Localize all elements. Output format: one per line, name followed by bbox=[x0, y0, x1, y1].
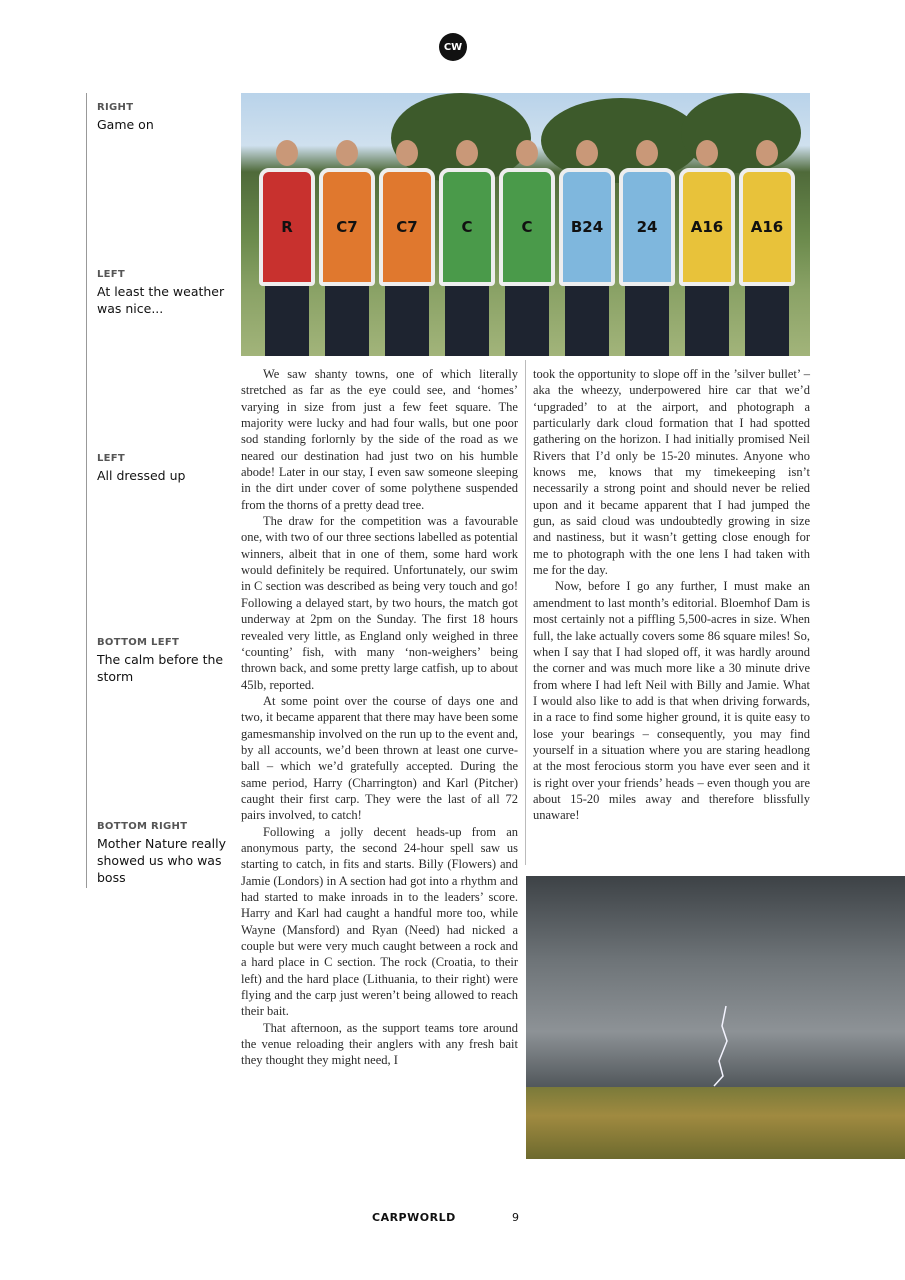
team-member bbox=[499, 140, 555, 356]
team-member bbox=[439, 140, 495, 356]
page-number: 9 bbox=[512, 1211, 519, 1224]
storm-photo bbox=[526, 876, 905, 1159]
team-member bbox=[679, 140, 735, 356]
paragraph: At some point over the course of days one and two, it became apparent that there may have been some gamesmanship involved on the run up to the event and, by all accounts, we’d been thrown at least one curve-ball – which we’d gratefully accepted. During the same period, Harry (Charrington) and Karl (Pitcher) caught their first carp. They were the last of all 72 pairs involved, to catch! bbox=[241, 693, 518, 823]
paragraph: That afternoon, as the support teams tore around the venue reloading their anglers with any fresh bait they thought they might need, I bbox=[241, 1020, 518, 1068]
article-column-left bbox=[241, 366, 518, 1069]
team-member bbox=[619, 140, 675, 356]
vest-label: 24 bbox=[619, 168, 675, 286]
caption-text: All dressed up bbox=[97, 468, 186, 483]
caption-key: LEFT bbox=[97, 453, 126, 464]
caption-key: BOTTOM LEFT bbox=[97, 637, 180, 648]
column-divider bbox=[525, 360, 526, 865]
vest-label: C7 bbox=[379, 168, 435, 286]
caption-left-weather bbox=[97, 269, 232, 317]
paragraph: Following a jolly decent heads-up from an anonymous party, the second 24-hour spell saw us starting to catch, in fits and starts. Billy (Flowers) and Jamie (Londors) in A section had got into a rhythm and had started to make inroads in to the leaders’ score. Harry and Karl had caught a handful more too, while Wayne (Mansford) and Ryan (Need) had nicked a couple but were very much caught between a rock and a hard place in C section. The rock (Croatia, to their left) and the hard place (Lithuania, to their right) were flying and the carp just weren’t being allowed to reach their bait. bbox=[241, 824, 518, 1019]
paragraph: Now, before I go any further, I must make an amendment to last month’s editorial. Bloemhof Dam is most certainly not a piffling 5,500-acres in size. When full, the lake actually covers some 86 square miles! So, when I say that I had sloped off, it was hardly around the corner and was much more like a 30 minute drive from where I had left Neil with Billy and Jamie. What I would also like to add is that when driving forwards, in a race to find some higher ground, it is quite easy to lose your bearings – consequently, you may find yourself in a situation where you are staring headlong at the most ferocious storm you have ever seen and it is right over your friends’ heads – even though you are about 15-20 miles away and therefore blissfully unaware! bbox=[533, 579, 810, 823]
caption-text: At least the weather was nice... bbox=[97, 284, 225, 316]
caption-key: RIGHT bbox=[97, 102, 134, 113]
team-photo bbox=[241, 93, 810, 356]
vest-label: B24 bbox=[559, 168, 615, 286]
paragraph: We saw shanty towns, one of which literally stretched as far as the eye could see, and ‘homes’ varying in size from just a few feet square. The majority were lucky and had four walls, but one poor sod standing forlornly by the side of the road as we neared our destination had just two on his humble abode! Later in our stay, I even saw someone sleeping in the dirt under cover of some polythene suspended from the thorns of a pretty dead tree. bbox=[241, 367, 518, 512]
caption-divider bbox=[86, 93, 87, 888]
caption-key: BOTTOM RIGHT bbox=[97, 821, 188, 832]
team-member bbox=[739, 140, 795, 356]
vest-label: C bbox=[499, 168, 555, 286]
caption-text: Mother Nature really showed us who was boss bbox=[97, 836, 226, 885]
caption-left-dressed bbox=[97, 453, 232, 484]
footer-brand: CARPWORLD bbox=[372, 1211, 456, 1224]
cw-logo: CW bbox=[439, 33, 467, 61]
caption-text: The calm before the storm bbox=[97, 652, 224, 684]
caption-text: Game on bbox=[97, 117, 154, 132]
paragraph: The draw for the competition was a favourable one, with two of our three sections labelled as potential winners, albeit that in one of them, some hard work would definitely be required. Unfortunately, our swim in C section was described as being very touch and go! Following a delayed start, by two hours, the match got underway at 2pm on the Sunday. The first 18 hours revealed very little, as England only weighed in three ‘counting’ fish, with many ‘non-weighers’ being thrown back, and some pretty large catfish, up to about 45lb, reported. bbox=[241, 514, 518, 692]
vest-label: C bbox=[439, 168, 495, 286]
caption-right bbox=[97, 102, 232, 133]
caption-bottom-left bbox=[97, 637, 232, 685]
caption-key: LEFT bbox=[97, 269, 126, 280]
team-member bbox=[319, 140, 375, 356]
team-member bbox=[559, 140, 615, 356]
team-member bbox=[259, 140, 315, 356]
team-member bbox=[379, 140, 435, 356]
vest-label: C7 bbox=[319, 168, 375, 286]
vest-label: A16 bbox=[679, 168, 735, 286]
article-column-right bbox=[533, 366, 810, 824]
caption-bottom-right bbox=[97, 821, 232, 886]
paragraph: took the opportunity to slope off in the ’silver bullet’ – aka the wheezy, underpowered hire car that we’d ‘upgraded’ to at the airport, and photograph a particularly dark cloud formation that I had spotted gathering on the horizon. I had initially promised Neil Rivers that I’d only be 15-20 minutes. Anyone who knows me, knows that my timekeeping isn’t necessarily a strong point and should never be relied upon and it became apparent that I had jumped the gun, as said cloud was undoubtedly growing in size and nastiness, but it wasn’t getting close enough for me to photograph with the one lens I had taken with me for the day. bbox=[533, 367, 810, 578]
vest-label: A16 bbox=[739, 168, 795, 286]
vest-label: R bbox=[259, 168, 315, 286]
